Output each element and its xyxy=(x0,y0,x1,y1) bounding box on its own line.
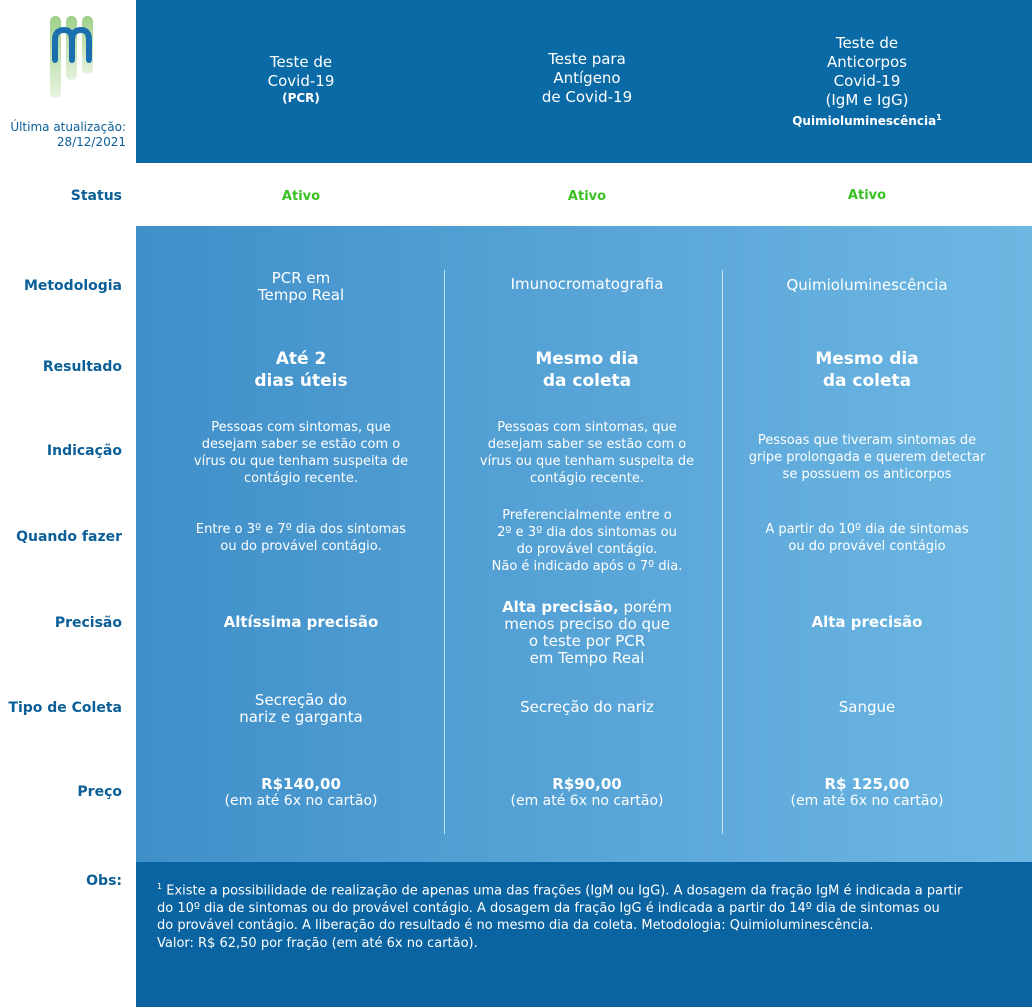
indicacao-antigeno-line: desejam saber se estão com o xyxy=(487,437,687,452)
precisao-antigeno-line: o teste por PCR xyxy=(528,632,646,650)
obs-line4: Valor: R$ 62,50 por fração (em até 6x no cartão). xyxy=(157,935,478,951)
precisao-antigeno-line1 xyxy=(442,599,732,616)
precisao-antigeno-line: em Tempo Real xyxy=(529,649,645,667)
label-obs: Obs: xyxy=(86,873,122,889)
header-anticorpos-method: Quimioluminescência xyxy=(792,114,937,128)
header-pcr-line1: Teste de xyxy=(269,53,333,71)
quando-antigeno-line: 2º e 3º dia dos sintomas ou xyxy=(497,525,677,540)
indicacao-pcr-line: desejam saber se estão com o xyxy=(201,437,401,452)
coleta-anticorpos: Sangue xyxy=(838,698,896,716)
header-anticorpos-line1: Teste de xyxy=(835,34,899,52)
precisao-antigeno-rest: porém xyxy=(618,598,672,616)
label-precisao: Precisão xyxy=(54,615,122,631)
indicacao-pcr-line: vírus ou que tenham suspeita de xyxy=(193,454,409,469)
coleta-pcr-line2: nariz e garganta xyxy=(239,708,363,726)
indicacao-anticorpos-line: Pessoas que tiveram sintomas de xyxy=(757,433,977,448)
header-antigeno-line2: Antígeno xyxy=(553,69,621,87)
indicacao-anticorpos-line: gripe prolongada e querem detectar xyxy=(748,450,986,465)
last-update xyxy=(8,120,126,150)
coleta-pcr xyxy=(156,692,446,726)
precisao-antigeno-bold: Alta precisão, xyxy=(502,598,619,616)
quando-anticorpos xyxy=(722,521,1012,555)
indicacao-pcr-line: contágio recente. xyxy=(243,471,359,486)
header-antigeno xyxy=(442,50,732,107)
indicacao-antigeno-line: vírus ou que tenham suspeita de xyxy=(479,454,695,469)
label-preco: Preço xyxy=(77,784,122,800)
last-update-date: 28/12/2021 xyxy=(56,135,126,149)
metodologia-anticorpos: Quimioluminescência xyxy=(786,276,948,294)
header-pcr-line3: (PCR) xyxy=(282,91,320,105)
metodologia-pcr xyxy=(156,270,446,304)
preco-antigeno-valor: R$90,00 xyxy=(552,775,622,793)
label-status: Status xyxy=(70,188,122,204)
precisao-antigeno-line: menos preciso do que xyxy=(504,615,670,633)
preco-anticorpos-parcelamento: (em até 6x no cartão) xyxy=(790,793,944,809)
status-anticorpos: Ativo xyxy=(847,188,887,203)
header-antigeno-line3: de Covid-19 xyxy=(541,88,633,106)
status-antigeno: Ativo xyxy=(567,189,607,204)
header-pcr-line2: Covid-19 xyxy=(267,72,335,90)
indicacao-pcr-line: Pessoas com sintomas, que xyxy=(211,420,391,435)
label-quando-fazer: Quando fazer xyxy=(16,529,122,545)
preco-pcr-valor: R$140,00 xyxy=(261,775,341,793)
resultado-anticorpos-line1: Mesmo dia xyxy=(815,349,919,369)
coleta-pcr-line1: Secreção do xyxy=(254,691,348,709)
preco-antigeno-parcelamento: (em até 6x no cartão) xyxy=(510,793,664,809)
indicacao-anticorpos-line: se possuem os anticorpos xyxy=(782,467,952,482)
resultado-pcr-line1: Até 2 xyxy=(275,349,327,369)
label-indicacao: Indicação xyxy=(46,443,122,459)
preco-anticorpos-valor: R$ 125,00 xyxy=(824,775,910,793)
header-anticorpos xyxy=(722,34,1012,129)
header-antigeno-line1: Teste para xyxy=(548,50,626,68)
last-update-label: Última atualização: xyxy=(10,120,126,134)
resultado-anticorpos-line2: da coleta xyxy=(822,371,912,391)
indicacao-pcr xyxy=(156,419,446,487)
quando-antigeno-line: Não é indicado após o 7º dia. xyxy=(491,559,683,574)
footnote-marker: 1 xyxy=(936,113,942,122)
quando-antigeno-line: Preferencialmente entre o xyxy=(502,508,672,523)
preco-anticorpos xyxy=(722,776,1012,810)
indicacao-anticorpos xyxy=(722,432,1012,483)
quando-pcr-line: ou do provável contágio. xyxy=(220,539,382,554)
resultado-antigeno xyxy=(442,348,732,392)
preco-pcr xyxy=(156,776,446,810)
precisao-anticorpos: Alta precisão xyxy=(811,613,923,631)
obs-line xyxy=(157,878,1017,900)
metodologia-pcr-line1: PCR em xyxy=(271,269,331,287)
header-anticorpos-line3: Covid-19 xyxy=(833,72,901,90)
quando-pcr xyxy=(156,521,446,555)
header-anticorpos-line2: Anticorpos xyxy=(827,53,907,71)
footnote-marker: 1 xyxy=(157,882,163,891)
preco-pcr-parcelamento: (em até 6x no cartão) xyxy=(224,793,378,809)
obs-line2: do 10º dia de sintomas ou do provável contágio. A dosagem da fração IgG é indicada a partir do 14º dia de sintomas ou xyxy=(157,900,940,916)
obs-line1: Existe a possibilidade de realização de apenas uma das frações (IgM ou IgG). A dosagem da fração IgM é indicada a partir xyxy=(162,883,963,899)
resultado-antigeno-line1: Mesmo dia xyxy=(535,349,639,369)
indicacao-antigeno-line: contágio recente. xyxy=(529,471,645,486)
resultado-pcr-line2: dias úteis xyxy=(254,371,348,391)
metodologia-pcr-line2: Tempo Real xyxy=(257,286,345,304)
header-anticorpos-line5 xyxy=(722,110,1012,129)
quando-antigeno-line: do provável contágio. xyxy=(516,542,658,557)
header-pcr xyxy=(156,53,446,106)
indicacao-antigeno-line: Pessoas com sintomas, que xyxy=(497,420,677,435)
quando-pcr-line: Entre o 3º e 7º dia dos sintomas xyxy=(195,522,407,537)
coleta-antigeno: Secreção do nariz xyxy=(520,698,654,716)
resultado-anticorpos xyxy=(722,348,1012,392)
precisao-pcr: Altíssima precisão xyxy=(223,613,379,631)
metodologia-antigeno: Imunocromatografia xyxy=(510,275,664,293)
quando-antigeno xyxy=(442,507,732,575)
label-tipo-coleta: Tipo de Coleta xyxy=(8,700,122,716)
quando-anticorpos-line: ou do provável contágio xyxy=(788,539,946,554)
indicacao-antigeno xyxy=(442,419,732,487)
label-resultado: Resultado xyxy=(42,359,122,375)
obs-text xyxy=(157,878,1017,952)
precisao-antigeno xyxy=(442,599,732,667)
quando-anticorpos-line: A partir do 10º dia de sintomas xyxy=(765,522,969,537)
header-anticorpos-line4: (IgM e IgG) xyxy=(825,91,909,109)
lab-logo xyxy=(46,14,104,100)
status-pcr: Ativo xyxy=(281,189,321,204)
resultado-antigeno-line2: da coleta xyxy=(542,371,632,391)
obs-line3: do provável contágio. A liberação do resultado é no mesmo dia da coleta. Metodologia: Quimioluminescência. xyxy=(157,918,874,934)
label-metodologia: Metodologia xyxy=(23,278,122,294)
preco-antigeno xyxy=(442,776,732,810)
resultado-pcr xyxy=(156,348,446,392)
